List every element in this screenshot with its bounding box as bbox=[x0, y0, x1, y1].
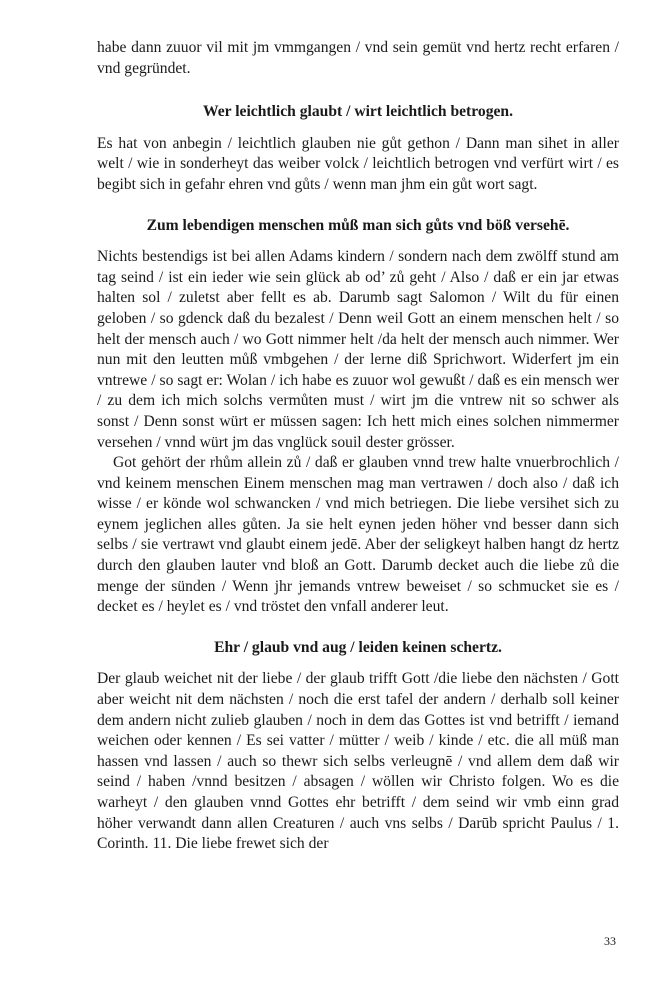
section-heading-3: Ehr / glaub vnd aug / leiden keinen schertz. bbox=[214, 638, 502, 656]
paragraph-1: Es hat von anbegin / leichtlich glauben nie gůt gethon / Dann man sihet in aller welt / wie in sonderheyt das weiber volck / leichtlich betrogen vnd verfürt wirt / es begibt sich in gefahr ehren vnd gůts / wenn man jhm ein gůt wort sagt. bbox=[97, 134, 619, 193]
paragraph-intro: habe dann zuuor vil mit jm vmmgangen / vnd sein gemüt vnd hertz recht erfaren / vnd gegründet. bbox=[97, 39, 619, 77]
page-number: 33 bbox=[604, 934, 616, 948]
document-page bbox=[97, 38, 619, 855]
section-heading-2: Zum lebendigen menschen můß man sich gůts vnd böß versehē. bbox=[146, 216, 570, 234]
paragraph-2: Nichts bestendigs ist bei allen Adams kindern / sondern nach dem zwölff stund am tag seind / ist ein ieder wie sein glück ab od’ zů geht / Also / daß er ein jar etwas halten sol / zuletst aber fellt es ab. Darumb sagt Salomon / Wilt du für einen geloben / so gdenck daß du bezalest / Denn weil Gott an einem menschen helt / so helt der mensch auch / wo Gott nimmer helt /da helt der mensch auch nimmer. Wer nun mit den leutten můß vmbgehen / der lerne diß Sprichwort. Widerfert jm ein vntrewe / so sagt er: Wolan / ich habe es zuuor wol gewußt / daß es ein mensch wer / zu dem ich mich solchs vermůten must / wirt jm die vntrew nit so schwer als sonst / Denn sonst würt er müssen sagen: Ich hett mich eines solchen nimmermer versehen / vnnd würt jm das vnglück souil dester grösser. bbox=[97, 248, 619, 451]
paragraph-3: Got gehört der rhům allein zů / daß er glauben vnnd trew halte vnuerbrochlich / vnd keinem menschen Einem menschen mag man vertrawen / doch also / daß ich wisse / er könde wol schwancken / vnd mich betriegen. Die liebe versihet sich zu eynem jeglichen alles gůten. Ja sie helt eynen jeden höher vnd besser dann sich selbs / sie vertrawt vnd glaubt einem jedē. Aber der seligkeyt halben hangt dz hertz durch den glauben lauter vnd bloß an Gott. Darumb decket auch die liebe zů die menge der sünden / Wenn jhr jemands vntrew beweiset / so schmucket sie es / decket es / heylet es / vnd tröstet den vnfall anderer leut. bbox=[97, 454, 619, 616]
section-heading-1: Wer leichtlich glaubt / wirt leichtlich betrogen. bbox=[203, 103, 513, 121]
paragraph-4: Der glaub weichet nit der liebe / der glaub trifft Gott /die liebe den nächsten / Gott aber weicht nit dem nächsten / noch die erst tafel der andern / derhalb soll keiner dem andern nicht zulieb glauben / noch in dem das Gottes ist vnd betrifft / iemand weichen oder kennen / Es sei vatter / mütter / weib / kinde / etc. die all müß man hassen vnd lassen / auch so thewr sich selbs verleugnē / vnd allem dem daß wir seind / haben /vnnd besitzen / absagen / wöllen wir Christo folgen. Wo es die warheyt / den glauben vnnd Gottes ehr betrifft / dem seind wir vmb einn grad höher verwandt dann allen Creaturen / auch vns selbs / Darūb spricht Paulus / 1. Corinth. 11. Die liebe frewet sich der bbox=[97, 670, 619, 853]
